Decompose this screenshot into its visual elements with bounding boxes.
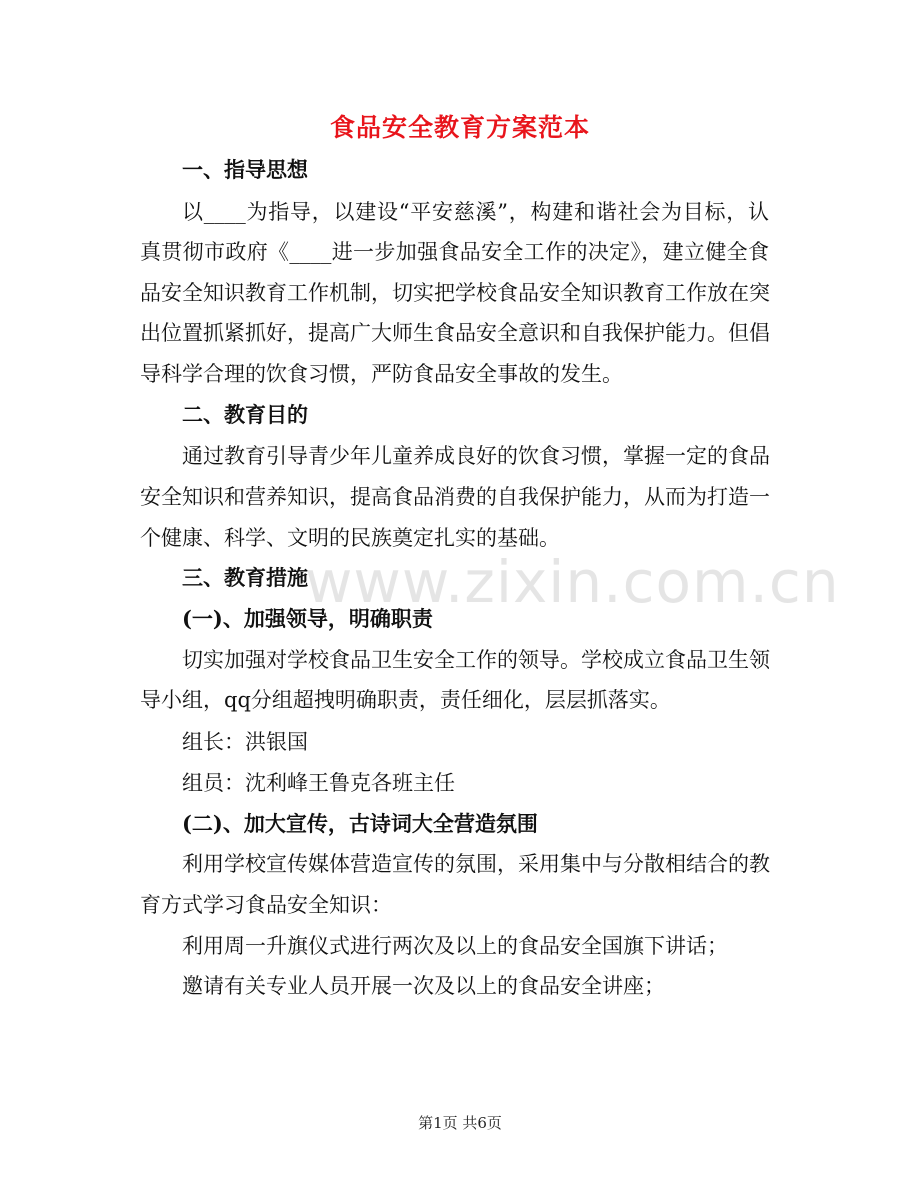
subsection-heading-2: (二)、加大宣传，古诗词大全营造氛围 — [182, 811, 538, 836]
paragraph-line: 出位置抓紧抓好，提高广大师生食品安全意识和自我保护能力。但倡 — [140, 321, 770, 345]
paragraph-line: 切实加强对学校食品卫生安全工作的领导。学校成立食品卫生领 — [182, 648, 770, 672]
paragraph-line: 育方式学习食品安全知识： — [140, 893, 392, 917]
watermark: www.zixin.com.cn — [305, 548, 840, 616]
section-heading-3: 三、教育措施 — [182, 565, 308, 590]
paragraph-line: 真贯彻市政府《____进一步加强食品安全工作的决定》，建立健全食 — [140, 240, 769, 264]
paragraph-line: 通过教育引导青少年儿童养成良好的饮食习惯，掌握一定的食品 — [182, 444, 770, 468]
paragraph-line: 利用学校宣传媒体营造宣传的氛围，采用集中与分散相结合的教 — [182, 852, 770, 876]
page-footer: 第1页 共6页 — [418, 1114, 502, 1132]
paragraph-line: 个健康、科学、文明的民族奠定扎实的基础。 — [140, 526, 560, 550]
subsection-heading-1: (一)、加强领导，明确职责 — [182, 606, 433, 631]
paragraph-line: 邀请有关专业人员开展一次及以上的食品安全讲座； — [182, 974, 665, 998]
paragraph-line: 品安全知识教育工作机制，切实把学校食品安全知识教育工作放在突 — [140, 281, 770, 305]
paragraph-line: 安全知识和营养知识，提高食品消费的自我保护能力，从而为打造一 — [140, 485, 770, 509]
paragraph-line: 组长：洪银国 — [182, 730, 308, 754]
paragraph-line: 导科学合理的饮食习惯，严防食品安全事故的发生。 — [140, 362, 623, 386]
paragraph-line: 利用周一升旗仪式进行两次及以上的食品安全国旗下讲话； — [182, 934, 728, 958]
paragraph-line: 组员：沈利峰王鲁克各班主任 — [182, 771, 455, 795]
paragraph-line: 导小组，qq分组超拽明确职责，责任细化，层层抓落实。 — [140, 688, 671, 712]
document-title: 食品安全教育方案范本 — [329, 113, 590, 142]
section-heading-1: 一、指导思想 — [182, 157, 308, 182]
paragraph-line: 以____为指导，以建设“平安慈溪”，构建和谐社会为目标，认 — [182, 200, 769, 224]
section-heading-2: 二、教育目的 — [182, 402, 308, 427]
